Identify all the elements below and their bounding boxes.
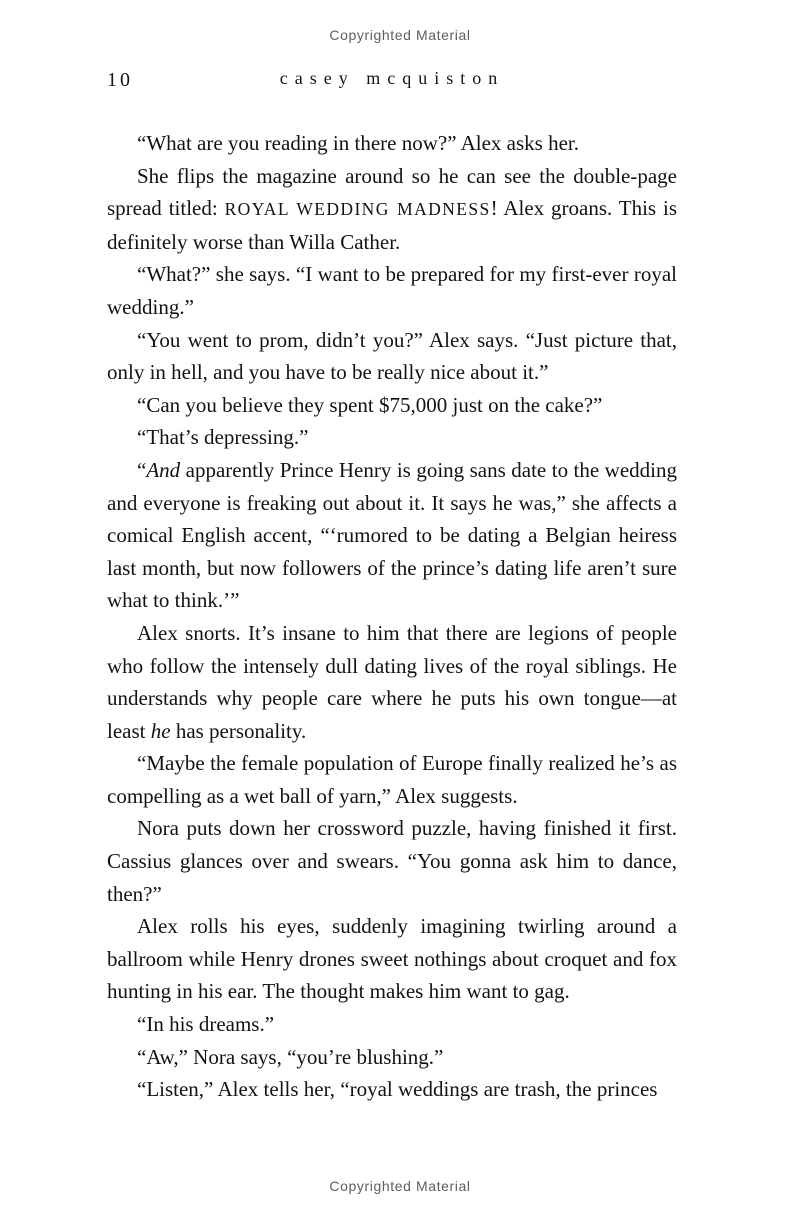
copyright-notice-top: Copyrighted Material <box>329 27 471 43</box>
text-segment: Alex snorts. It’s insane to him that there are legions of people who follow the intensely dull dating lives of the royal siblings. He understands why people care where he puts his own tongue—at least <box>107 620 677 743</box>
text-segment: “That’s depressing.” <box>137 425 309 450</box>
paragraph <box>107 812 677 910</box>
text-segment: has personality. <box>170 718 307 743</box>
text-segment-italic: And <box>146 457 181 482</box>
text-segment: “Aw,” Nora says, “you’re blushing.” <box>137 1044 444 1069</box>
text-segment: “Listen,” Alex tells her, “royal weddings are trash, the princes <box>137 1077 658 1102</box>
text-segment: “Can you believe they spent $75,000 just on the cake?” <box>137 392 603 417</box>
text-segment: “What?” she says. “I want to be prepared for my first-ever royal wedding.” <box>107 262 677 319</box>
text-segment: “You went to prom, didn’t you?” Alex says. “Just picture that, only in hell, and you have to be really nice about it.” <box>107 327 677 385</box>
page-number: 10 <box>107 69 133 91</box>
paragraph <box>107 747 677 812</box>
paragraph <box>107 421 677 454</box>
paragraph <box>107 910 677 1008</box>
text-segment: apparently Prince Henry is going sans date to the wedding and everyone is freaking out about it. It says he was,” she affects a comical English accent, “‘rumored to be dating a Belgian heiress last month, but now followers of the prince’s dating life aren’t sure what to think.’” <box>107 457 677 613</box>
text-segment: “In his dreams.” <box>137 1012 275 1037</box>
paragraph <box>107 258 677 323</box>
text-segment-smallcaps: ROYAL WEDDING MADNESS <box>224 199 491 220</box>
page-header <box>107 68 677 94</box>
paragraph <box>107 617 677 747</box>
text-segment: “What are you reading in there now?” Alex asks her. <box>137 131 579 155</box>
running-header: casey mcquiston <box>279 68 505 88</box>
paragraph <box>107 127 677 160</box>
paragraph <box>107 1041 677 1074</box>
paragraph <box>107 1008 677 1041</box>
paragraph <box>107 1073 677 1106</box>
copyright-notice-bottom: Copyrighted Material <box>329 1178 471 1194</box>
text-segment: “ <box>137 457 147 482</box>
paragraph <box>107 160 677 259</box>
text-segment: “Maybe the female population of Europe finally realized he’s as compelling as a wet ball of yarn,” Alex suggests. <box>107 751 677 808</box>
paragraph <box>107 324 677 389</box>
text-segment: ! Alex groans. This is definitely worse than Willa Cather. <box>107 196 677 254</box>
paragraph <box>107 389 677 422</box>
text-segment: She flips the magazine around so he can see the double-page spread titled: <box>107 163 677 221</box>
text-segment: Nora puts down her crossword puzzle, having finished it first. Cassius glances over and swears. “You gonna ask him to dance, then?” <box>107 816 677 906</box>
text-segment-italic: he <box>150 718 171 743</box>
page-text <box>107 127 677 1106</box>
text-segment: Alex rolls his eyes, suddenly imagining twirling around a ballroom while Henry drones sweet nothings about croquet and fox hunting in his ear. The thought makes him want to gag. <box>107 914 677 1004</box>
paragraph <box>107 454 677 617</box>
